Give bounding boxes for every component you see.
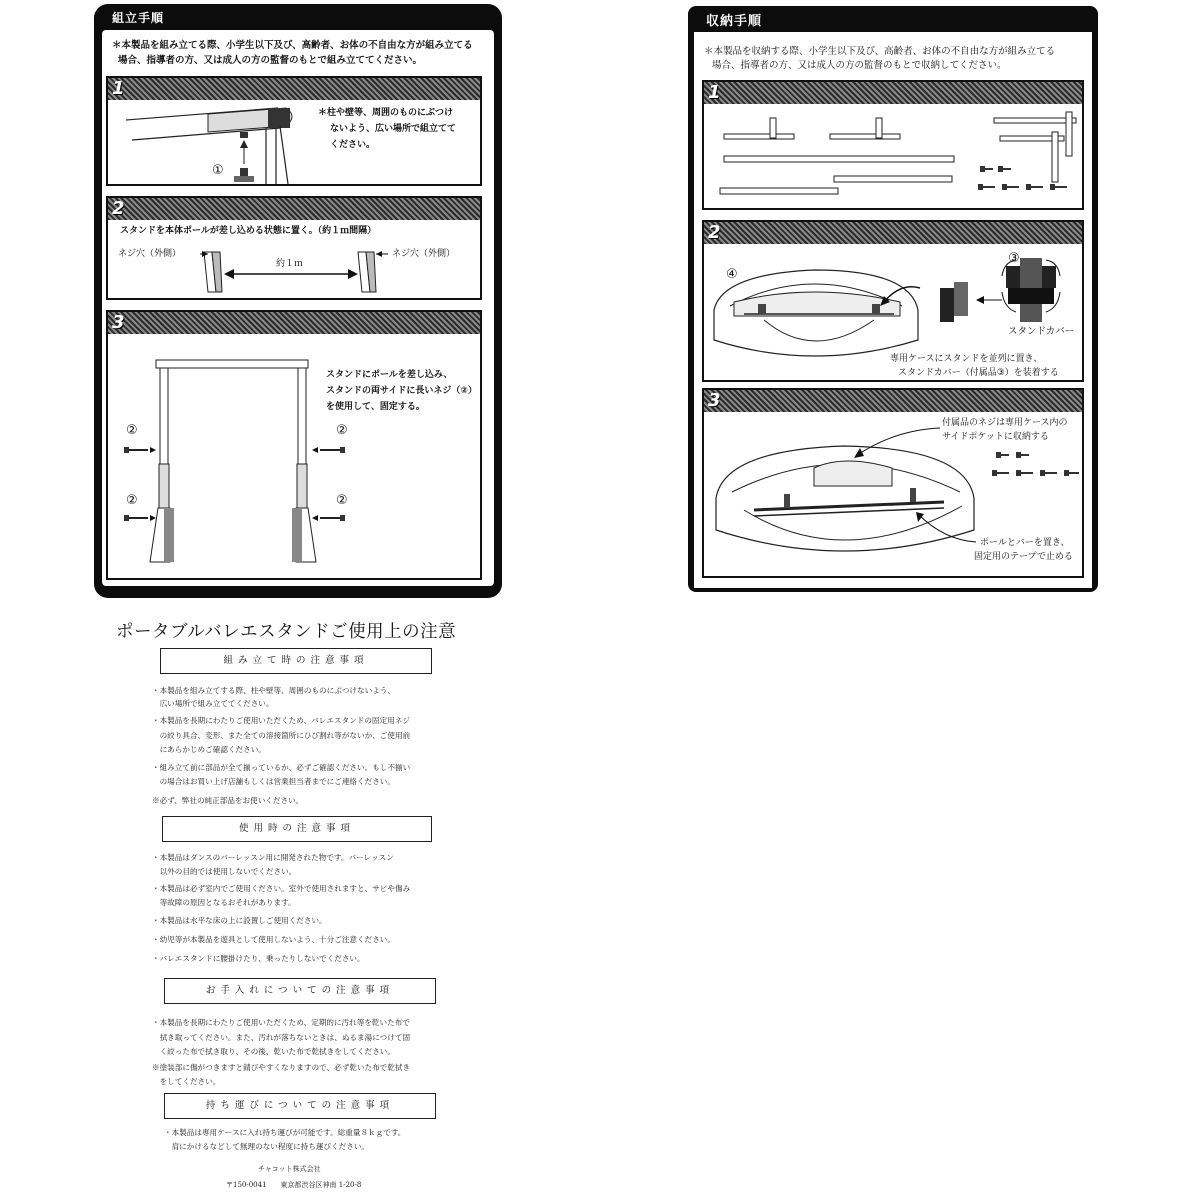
usage-caution-line-1: ・本製品はダンスのバーレッスン用に開発された物です。バーレッスン [152, 853, 394, 862]
part-1-label: ① [212, 163, 224, 178]
step-3-note-bottom-line-1: ポールとバーを置き、 [980, 538, 1070, 548]
step-2-note-line-2: スタンドカバー（付属品③）を装着する [898, 368, 1059, 378]
carrying-caution-line-1: ・本製品は専用ケースに入れ持ち運びが可能です。総重量８ｋｇです。 [164, 1128, 406, 1137]
screw-2-label-lower-right: ② [336, 493, 348, 508]
storage-title: 収納手順 [706, 14, 763, 29]
assembly-sheet [94, 4, 502, 598]
usage-caution-line-3: ・本製品は必ず室内でご使用ください。室外で使用されますと、サビや傷み [152, 884, 411, 893]
section-heading-carrying: 持ち運びについての注意事項 [164, 1093, 436, 1119]
assembly-step-2 [106, 196, 482, 300]
step-1-note-line-1: ＊柱や壁等、周囲のものにぶつけ [318, 108, 454, 118]
step-3-note-line-3: を使用して、固定する。 [326, 402, 425, 412]
screw-2-label-lower-left: ② [126, 493, 138, 508]
assembly-body [102, 30, 494, 586]
usage-caution-line-6: ・幼児等が本製品を遊具として使用しないよう、十分ご注意ください。 [152, 935, 395, 944]
storage-step-1 [702, 80, 1084, 210]
assembly-caution-line-2: 広い場所で組み立ててください。 [152, 699, 274, 708]
section-heading-care: お手入れについての注意事項 [164, 978, 436, 1004]
step-1-note-line-3: ください。 [330, 140, 376, 150]
caution-sheet [100, 612, 500, 1200]
step-1-note-line-2: ないよう、広い場所で組立てて [330, 124, 457, 134]
step-number: 2 [708, 222, 721, 243]
step-number: 3 [112, 312, 125, 333]
step-number: 1 [708, 82, 721, 103]
screw-2-label-upper-left: ② [126, 423, 138, 438]
case-label-4: ④ [726, 267, 738, 282]
section-heading-usage: 使用時の注意事項 [162, 816, 432, 842]
care-caution-line-5: をしてください。 [152, 1077, 221, 1086]
storage-intro-line-2: 場合、指導者の方、又は成人の方の監督のもとで収納してください。 [712, 60, 1007, 71]
screw-2-label-upper-right: ② [336, 423, 348, 438]
cover-label-3: ③ [1008, 251, 1020, 266]
assembly-caution-line-7: の場合はお買い上げ店舗もしくは営業担当者までにご連絡ください。 [152, 777, 395, 786]
step-2-note: スタンドを本体ポールが差し込める状態に置く。（約１ｍ間隔） [120, 226, 377, 236]
assembled-stand-illustration [108, 312, 484, 582]
step-3-note-top-line-2: サイドポケットに収納する [942, 432, 1049, 442]
assembly-caution-line-6: ・組み立て前に部品が全て揃っているか、必ずご確認ください。もし不揃い [152, 763, 411, 772]
storage-intro-line-1: ＊本製品を収納する際、小学生以下及び、高齢者、お体の不自由な方が組み立てる [704, 46, 1056, 57]
assembly-caution-line-1: ・本製品を組み立てする際、柱や壁等、周囲のものにぶつけないよう、 [152, 686, 395, 695]
disassembled-parts-illustration [704, 82, 1086, 212]
assembly-caution-line-4: の絞り具合、変形、また全ての溶接箇所にひび割れ等がないか、ご使用前 [152, 731, 411, 740]
caution-title: ポータブルバレエスタンドご使用上の注意 [116, 622, 457, 642]
care-caution-line-2: 拭き取ってください。また、汚れが落ちないときは、ぬるま湯につけて固 [152, 1033, 411, 1042]
storage-sheet [688, 6, 1098, 592]
step-number: 3 [708, 390, 721, 411]
assembly-intro-line-2: 場合、指導者の方、又は成人の方の監督のもとで組み立ててください。 [118, 55, 423, 66]
stand-cover-label: スタンドカバー [1008, 326, 1075, 337]
storage-body [694, 32, 1092, 588]
distance-label: 約１ｍ [276, 259, 304, 269]
assembly-caution-line-8: ※必ず、弊社の純正部品をお使いください。 [152, 796, 304, 805]
usage-caution-line-2: 以外の目的では使用しないでください。 [152, 867, 297, 876]
step-number: 1 [112, 78, 125, 99]
step-3-note-line-1: スタンドにポールを差し込み、 [326, 370, 453, 380]
usage-caution-line-5: ・本製品は水平な床の上に設置しご使用ください。 [152, 916, 327, 925]
assembly-caution-line-5: にあらかじめご確認ください。 [152, 745, 266, 754]
step-3-note-top-line-1: 付属品のネジは専用ケース内の [942, 418, 1068, 428]
care-caution-line-4: ※塗装部に傷がつきますと錆びやすくなりますので、必ず乾いた布で乾拭き [152, 1063, 411, 1072]
company-address: 〒150-0041 東京都渋谷区神南 1-20-8 [226, 1181, 362, 1189]
assembly-step-3 [106, 310, 482, 580]
usage-caution-line-4: 等故障の原因となるおそれがあります。 [152, 898, 296, 907]
care-caution-line-3: く絞った布で拭き取り、その後、乾いた布で乾拭きをしてください。 [152, 1047, 395, 1056]
screw-hole-left-label: ネジ穴（外側） [118, 249, 182, 259]
company-name: チャコット株式会社 [258, 1165, 321, 1173]
assembly-intro-line-1: ＊本製品を組み立てる際、小学生以下及び、高齢者、お体の不自由な方が組み立てる [112, 40, 473, 51]
storage-step-3 [702, 388, 1084, 578]
screw-hole-right-label: ネジ穴（外側） [392, 249, 456, 259]
step-3-note-bottom-line-2: 固定用のテープで止める [974, 552, 1073, 562]
assembly-caution-line-3: ・本製品を長期にわたりご使用いただくため、バレエスタンドの固定用ネジ [152, 716, 410, 725]
assembly-step-1 [106, 76, 482, 186]
care-caution-line-1: ・本製品を長期にわたりご使用いただくため、定期的に汚れ等を乾いた布で [152, 1018, 410, 1027]
step-3-note-line-2: スタンドの両サイドに長いネジ（②） [326, 386, 477, 396]
usage-caution-line-7: ・バレエスタンドに腰掛けたり、乗ったりしないでください。 [152, 954, 365, 963]
section-heading-assembly: 組み立て時の注意事項 [160, 648, 432, 674]
storage-step-2 [702, 220, 1084, 382]
assembly-title: 組立手順 [112, 11, 165, 25]
step-number: 2 [112, 198, 125, 219]
carrying-caution-line-2: 肩にかけるなどして無理のない程度に持ち運びください。 [164, 1142, 370, 1151]
step-2-note-line-1: 専用ケースにスタンドを並列に置き、 [890, 354, 1043, 364]
